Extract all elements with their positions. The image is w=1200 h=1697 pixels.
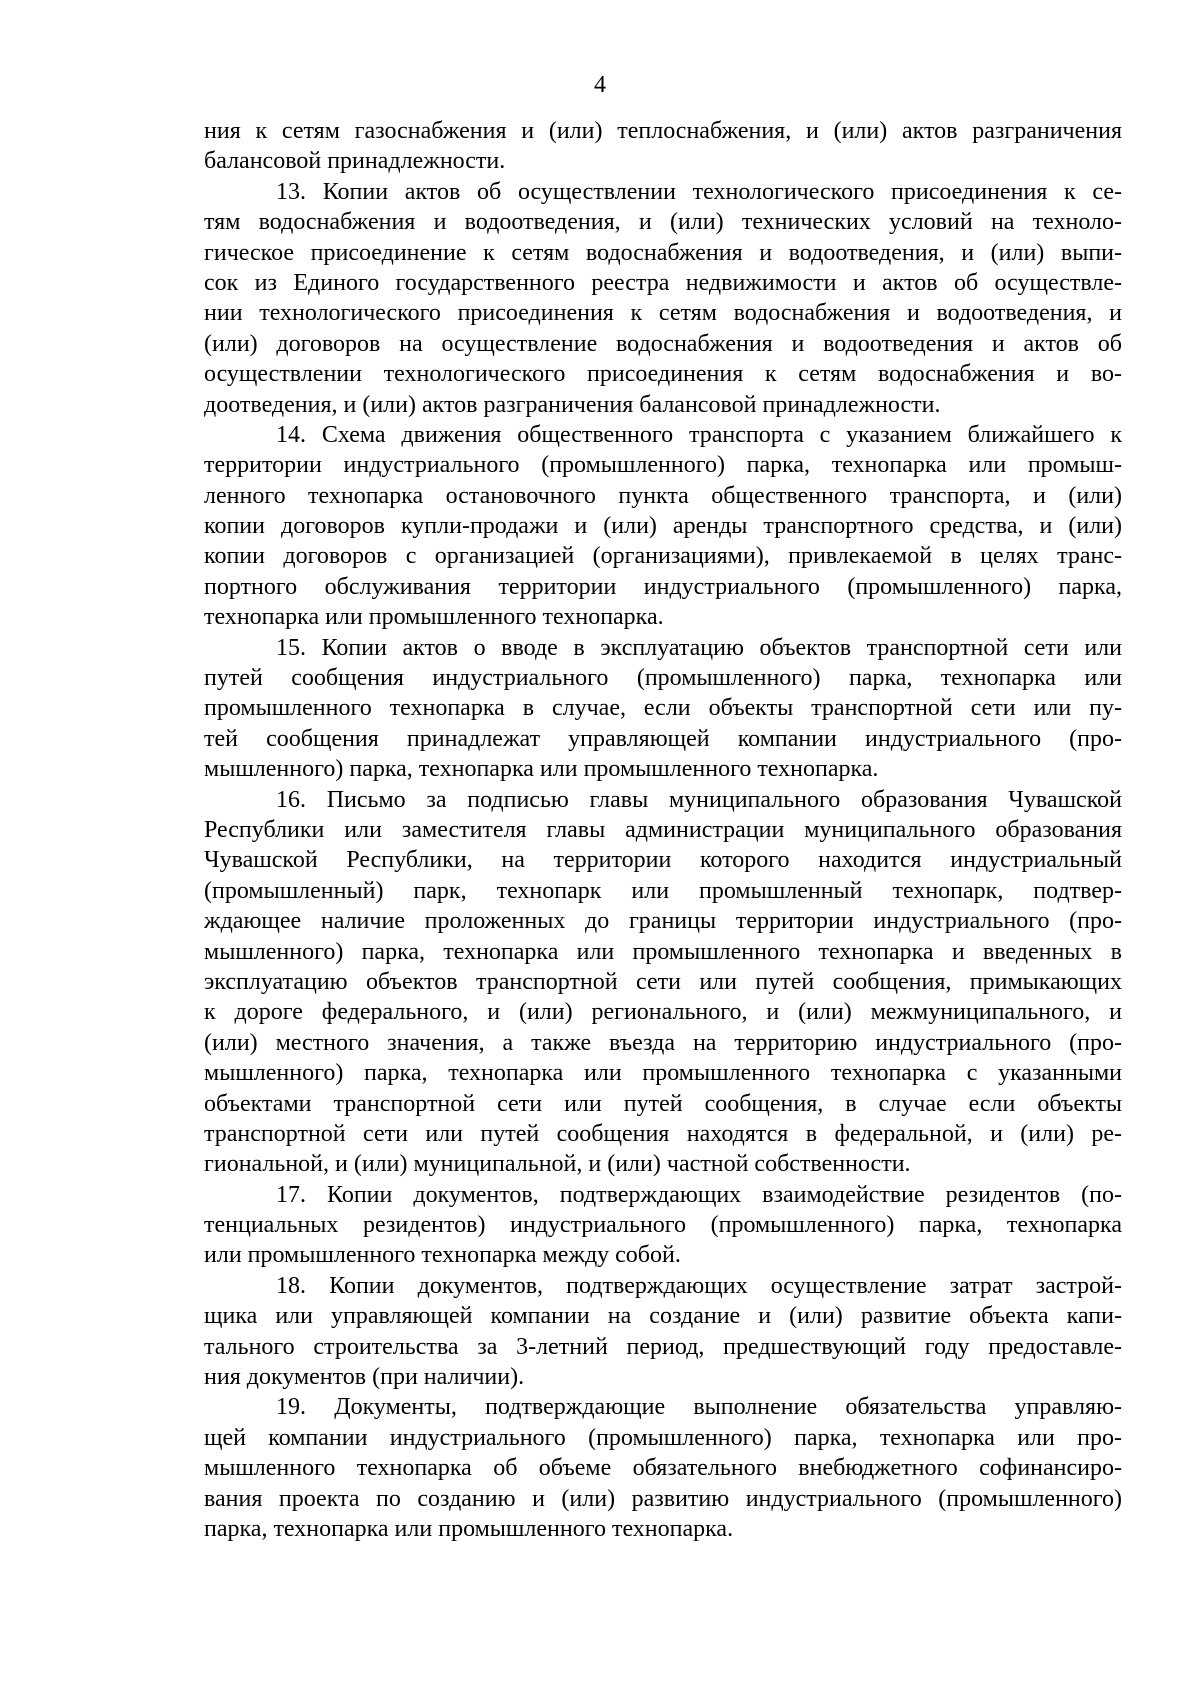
text-line: мышленного) парка, технопарка или промышленного технопарка с указанными xyxy=(204,1060,1122,1087)
text-line: 15. Копии актов о вводе в эксплуатацию объектов транспортной сети или xyxy=(276,634,1122,661)
text-line: парка, технопарка или промышленного технопарка. xyxy=(204,1515,734,1542)
text-line: путей сообщения индустриального (промышленного) парка, технопарка или xyxy=(204,665,1122,692)
text-line: тального строительства за 3-летний период, предшествующий году предоставле- xyxy=(204,1333,1122,1360)
text-line: тенциальных резидентов) индустриального (промышленного) парка, технопарка xyxy=(204,1212,1122,1239)
text-line: Республики или заместителя главы администрации муниципального образования xyxy=(204,816,1122,843)
text-line: ния к сетям газоснабжения и (или) теплоснабжения, и (или) актов разграничения xyxy=(204,118,1122,144)
text-line: 19. Документы, подтверждающие выполнение обязательства управляю- xyxy=(276,1394,1122,1421)
document-body xyxy=(204,116,1122,1544)
paragraph-p12-cont xyxy=(204,116,1122,177)
text-line: гиональной, и (или) муниципальной, и (или) частной собственности. xyxy=(204,1151,911,1178)
text-line: мышленного технопарка об объеме обязательного внебюджетного софинансиро- xyxy=(204,1455,1122,1482)
text-line: или промышленного технопарка между собой. xyxy=(204,1242,681,1269)
text-line: щей компании индустриального (промышленного) парка, технопарка или про- xyxy=(204,1424,1122,1451)
text-line: вания проекта по созданию и (или) развитию индустриального (промышленного) xyxy=(204,1485,1122,1512)
text-line: щика или управляющей компании на создание и (или) развитие объекта капи- xyxy=(204,1303,1122,1330)
text-line: мышленного) парка, технопарка или промышленного технопарка и введенных в xyxy=(204,938,1122,965)
text-line: тей сообщения принадлежат управляющей компании индустриального (про- xyxy=(204,725,1122,752)
text-line: мышленного) парка, технопарка или промышленного технопарка. xyxy=(204,756,879,783)
text-line: гическое присоединение к сетям водоснабжения и водоотведения, и (или) выпи- xyxy=(204,239,1122,266)
text-line: 14. Схема движения общественного транспорта с указанием ближайшего к xyxy=(276,421,1122,448)
text-line: ния документов (при наличии). xyxy=(204,1364,525,1391)
text-line: ленного технопарка остановочного пункта общественного транспорта, и (или) xyxy=(204,482,1122,509)
text-line: 17. Копии документов, подтверждающих взаимодействие резидентов (по- xyxy=(276,1181,1122,1208)
paragraph-p16 xyxy=(204,785,1122,1180)
text-line: объектами транспортной сети или путей сообщения, в случае если объекты xyxy=(204,1090,1122,1117)
text-line: 18. Копии документов, подтверждающих осуществление затрат застрой- xyxy=(276,1272,1122,1299)
page-number: 4 xyxy=(594,72,606,98)
text-line: (промышленный) парк, технопарк или промышленный технопарк, подтвер- xyxy=(204,877,1122,904)
text-line: технопарка или промышленного технопарка. xyxy=(204,604,664,631)
text-line: транспортной сети или путей сообщения находятся в федеральной, и (или) ре- xyxy=(204,1120,1122,1147)
text-line: 16. Письмо за подписью главы муниципального образования Чувашской xyxy=(276,786,1122,813)
text-line: эксплуатацию объектов транспортной сети или путей сообщения, примыкающих xyxy=(204,968,1122,995)
paragraph-p18 xyxy=(204,1271,1122,1393)
paragraph-p19 xyxy=(204,1392,1122,1544)
paragraph-p15 xyxy=(204,633,1122,785)
text-line: территории индустриального (промышленного) парка, технопарка или промыш- xyxy=(204,452,1122,479)
text-line: нии технологического присоединения к сетям водоснабжения и водоотведения, и xyxy=(204,300,1122,327)
text-line: (или) договоров на осуществление водоснабжения и водоотведения и актов об xyxy=(204,330,1122,357)
text-line: копии договоров с организацией (организациями), привлекаемой в целях транс- xyxy=(204,543,1122,570)
text-line: осуществлении технологического присоединения к сетям водоснабжения и во- xyxy=(204,361,1122,388)
text-line: (или) местного значения, а также въезда на территорию индустриального (про- xyxy=(204,1029,1122,1056)
text-line: Чувашской Республики, на территории которого находится индустриальный xyxy=(204,847,1122,874)
text-line: балансовой принадлежности. xyxy=(204,148,506,175)
text-line: 13. Копии актов об осуществлении технологического присоединения к се- xyxy=(276,178,1122,205)
paragraph-p13 xyxy=(204,177,1122,420)
text-line: сок из Единого государственного реестра недвижимости и актов об осуществле- xyxy=(204,269,1122,296)
text-line: ждающее наличие проложенных до границы территории индустриального (про- xyxy=(204,908,1122,935)
text-line: к дороге федерального, и (или) регионального, и (или) межмуниципального, и xyxy=(204,999,1122,1026)
text-line: доотведения, и (или) актов разграничения балансовой принадлежности. xyxy=(204,391,941,418)
text-line: тям водоснабжения и водоотведения, и (или) технических условий на техноло- xyxy=(204,209,1122,236)
paragraph-p17 xyxy=(204,1180,1122,1271)
paragraph-p14 xyxy=(204,420,1122,633)
text-line: копии договоров купли-продажи и (или) аренды транспортного средства, и (или) xyxy=(204,513,1122,540)
text-line: портного обслуживания территории индустриального (промышленного) парка, xyxy=(204,573,1122,600)
text-line: промышленного технопарка в случае, если объекты транспортной сети или пу- xyxy=(204,695,1122,722)
